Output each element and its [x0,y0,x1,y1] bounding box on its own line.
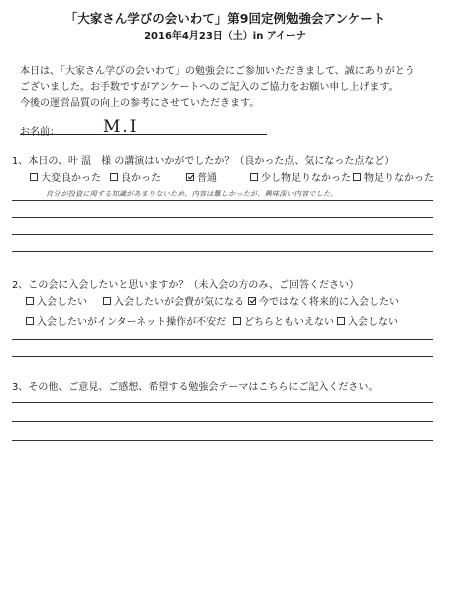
q2-option-not-join[interactable] [337,313,398,328]
checkbox-icon[interactable] [110,173,118,181]
q2-option-undecided[interactable] [233,313,334,328]
checkbox-icon[interactable] [353,173,361,181]
checkbox-icon[interactable] [30,173,38,181]
name-underline [20,134,267,135]
question-3: 3、その他、ご意見、ご感想、希望する勉強会テーマはこちらにご記入ください。 [12,382,379,393]
answer-line[interactable] [12,421,433,422]
option-label: 物足りなかった [364,173,434,184]
q1-option-good[interactable] [110,169,161,184]
answer-line[interactable] [12,234,433,235]
survey-date-venue: 2016年4月23日（土）in アイーナ [144,31,306,42]
option-label: 入会したいが会費が気になる [114,297,244,308]
option-label: 少し物足りなかった [261,173,351,184]
option-label: 入会しない [348,317,398,328]
question-1: 1、本日の、叶 温 様 の講演はいかがでしたか？（良かった点、気になった点など） [12,156,395,167]
checkbox-icon[interactable] [337,317,345,325]
checkbox-icon[interactable] [103,297,111,305]
checked-checkbox-icon[interactable] [248,297,256,305]
q1-option-average[interactable] [186,169,217,184]
answer-line[interactable] [12,339,433,340]
q1-option-slightly-lacking[interactable] [250,169,351,184]
q1-option-lacking[interactable] [353,169,434,184]
q2-option-join-fee-concern[interactable] [103,293,244,308]
checkbox-icon[interactable] [233,317,241,325]
option-label: どちらともいえない [244,317,334,328]
survey-title: 「大家さん学びの会いわて」第9回定例勉強会アンケート [64,11,386,26]
option-label: 入会したいがインターネット操作が不安だ [37,317,227,328]
answer-line[interactable] [12,402,433,403]
answer-line[interactable] [12,440,433,441]
answer-line[interactable] [12,251,433,252]
q1-handwritten-comment: 自分が投資に関する知識があまりないため、内容は難しかったが、興味深い内容でした。 [46,190,338,198]
option-label: 良かった [121,173,161,184]
option-label: 今ではなく将来的に入会したい [259,297,399,308]
intro-line-2: ございました。お手数ですがアンケートへのご記入のご協力をお願い申し上げます。 [20,82,399,93]
name-label: お名前： [20,127,60,138]
answer-line[interactable] [12,217,433,218]
checked-checkbox-icon[interactable] [186,173,194,181]
q1-option-very-good[interactable] [30,169,101,184]
answer-line[interactable] [12,356,433,357]
answer-line[interactable] [12,200,433,201]
name-field[interactable]: M.I [103,117,139,137]
checkbox-icon[interactable] [250,173,258,181]
checkbox-icon[interactable] [26,297,34,305]
question-2: 2、この会に入会したいと思いますか？（未入会の方のみ、ご回答ください） [12,280,359,291]
intro-line-1: 本日は、「大家さん学びの会いわて」の勉強会にご参加いただきまして、誠にありがとう [20,66,415,77]
option-label: 入会したい [37,297,87,308]
checkbox-icon[interactable] [26,317,34,325]
option-label: 大変良かった [41,173,101,184]
q2-option-join-internet-concern[interactable] [26,313,226,328]
option-label: 普通 [197,173,217,184]
intro-line-3: 今後の運営品質の向上の参考にさせていただきます。 [20,98,260,109]
q2-option-join[interactable] [26,293,87,308]
q2-option-join-future[interactable] [248,293,399,308]
